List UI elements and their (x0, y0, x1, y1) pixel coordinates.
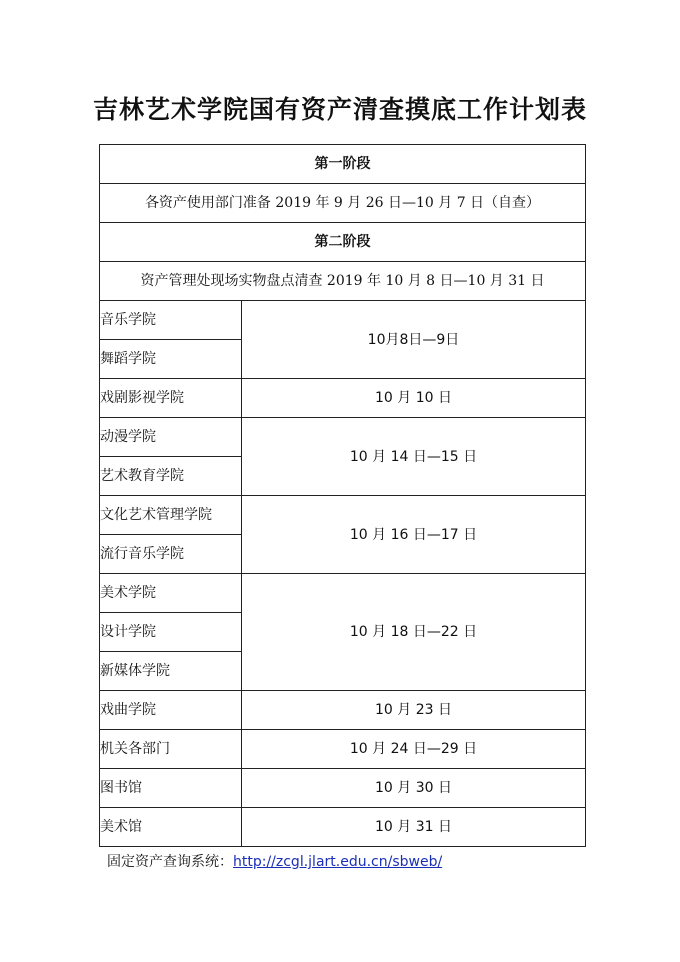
phase-2-description: 资产管理处现场实物盘点清查 2019 年 10 月 8 日—10 月 31 日 (100, 262, 586, 301)
unit-name: 设计学院 (100, 613, 242, 652)
schedule-row (100, 769, 586, 808)
inventory-date: 10 月 16 日—17 日 (242, 496, 586, 574)
inventory-date: 10 月 30 日 (242, 769, 586, 808)
phase-2-description-row (100, 262, 586, 301)
asset-query-footer (107, 853, 442, 871)
unit-name: 文化艺术管理学院 (100, 496, 242, 535)
asset-query-link[interactable]: http://zcgl.jlart.edu.cn/sbweb/ (233, 854, 443, 870)
inventory-date: 10 月 24 日—29 日 (242, 730, 586, 769)
unit-name: 机关各部门 (100, 730, 242, 769)
inventory-date: 10 月 31 日 (242, 808, 586, 847)
inventory-date: 10 月 10 日 (242, 379, 586, 418)
unit-name: 戏曲学院 (100, 691, 242, 730)
phase-1-description-row (100, 184, 586, 223)
unit-name: 戏剧影视学院 (100, 379, 242, 418)
phase-2-heading: 第二阶段 (100, 223, 586, 262)
inventory-date: 10 月 18 日—22 日 (242, 574, 586, 691)
unit-name: 动漫学院 (100, 418, 242, 457)
inventory-date: 10 月 14 日—15 日 (242, 418, 586, 496)
unit-name: 舞蹈学院 (100, 340, 242, 379)
unit-name: 音乐学院 (100, 301, 242, 340)
phase-1-heading: 第一阶段 (100, 145, 586, 184)
schedule-row (100, 496, 586, 535)
unit-name: 新媒体学院 (100, 652, 242, 691)
page-title: 吉林艺术学院国有资产清查摸底工作计划表 (92, 95, 587, 124)
unit-name: 艺术教育学院 (100, 457, 242, 496)
phase-2-heading-row (100, 223, 586, 262)
schedule-row (100, 418, 586, 457)
unit-name: 美术馆 (100, 808, 242, 847)
asset-query-label: 固定资产查询系统： (107, 854, 233, 870)
schedule-row (100, 730, 586, 769)
inventory-date: 10 月 23 日 (242, 691, 586, 730)
phase-1-heading-row (100, 145, 586, 184)
schedule-row (100, 691, 586, 730)
phase-1-description: 各资产使用部门准备 2019 年 9 月 26 日—10 月 7 日（自查） (100, 184, 586, 223)
inventory-date: 10月8日—9日 (242, 301, 586, 379)
unit-name: 图书馆 (100, 769, 242, 808)
schedule-row (100, 379, 586, 418)
unit-name: 美术学院 (100, 574, 242, 613)
schedule-row (100, 574, 586, 613)
schedule-row (100, 808, 586, 847)
schedule-row (100, 301, 586, 340)
unit-name: 流行音乐学院 (100, 535, 242, 574)
asset-inventory-schedule-table (99, 144, 586, 847)
